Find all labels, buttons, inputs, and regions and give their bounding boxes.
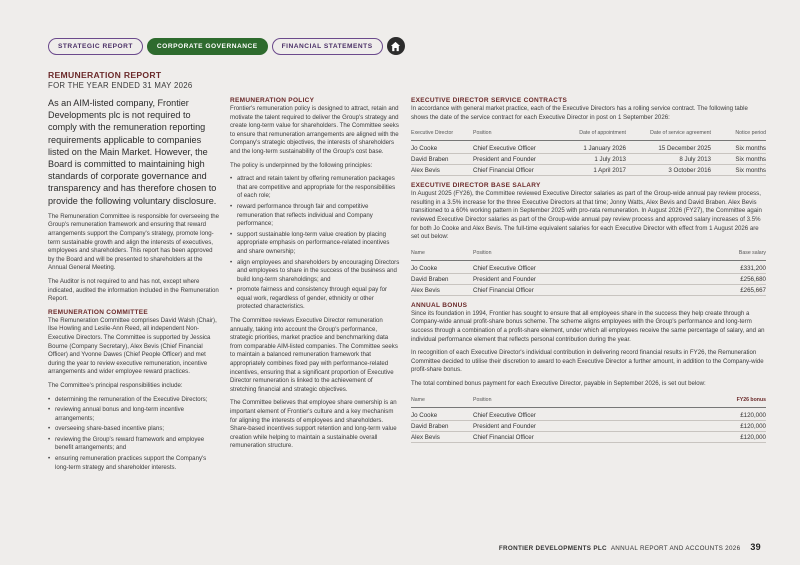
table-cell: Chief Executive Officer [473, 260, 678, 273]
home-icon [390, 41, 401, 52]
table-cell: David Braben [411, 154, 473, 165]
committee-members-paragraph: The Remuneration Committee comprises David Walsh (Chair), Ilse Howling and Leslie-Ann Reed, all independent Non-Executive Directors. The Committee is supported by Jessica Bourne (Company Secretary), Alex Bevis (Chief Financial Officer) and Yvonne Dawes (Chief People Officer) and met during the year to review executive remuneration, incentive arrangements and wider employee reward practices. [48, 316, 217, 376]
column-header: Position [473, 394, 673, 408]
table-cell: Alex Bevis [411, 165, 473, 176]
nav-corporate-governance[interactable]: CORPORATE GOVERNANCE [147, 38, 268, 55]
page-title: REMUNERATION REPORT [48, 70, 162, 80]
contracts-intro: In accordance with general market practice, each of the Executive Directors has a rolling service contract. The following table shows the date of the service contract for each Executive Director in post on 1 September 2026: [411, 105, 748, 121]
table-cell: Jo Cooke [411, 141, 473, 154]
table-cell: David Braben [411, 420, 473, 431]
page-footer [499, 542, 761, 552]
table-cell: £120,000 [673, 407, 766, 420]
lead-paragraph: As an AIM-listed company, Frontier Developments plc is not required to comply with the remuneration reporting requirements applicable to companies listed on the Main Market. However, the Board is committed to maintaining high standards of corporate governance and transparency and has therefore chosen to provide the following voluntary disclosure. [48, 98, 217, 206]
table-cell: David Braben [411, 273, 473, 284]
footer-company: FRONTIER DEVELOPMENTS PLC [498, 545, 607, 552]
table-cell: President and Founder [473, 420, 673, 431]
table-cell: £331,200 [678, 260, 766, 273]
bonus-discretion-paragraph: In recognition of each Executive Director's individual contribution in delivering record financial results in FY26, the Remuneration Committee decided to utilise their discretion to award to each Executive Director a further amount, in addition to the Company-wide profit-share bonus. [411, 349, 764, 374]
list-item: • support sustainable long-term value creation by placing appropriate emphasis on performance-related incentives and share ownership; [230, 231, 400, 257]
section-nav [48, 37, 405, 55]
table-cell: 15 December 2025 [626, 141, 711, 154]
table-row [411, 260, 766, 273]
table-cell: £256,680 [678, 273, 766, 284]
column-header: FY26 bonus [673, 394, 766, 408]
table-cell: Chief Executive Officer [473, 141, 561, 154]
table-cell: £120,000 [673, 420, 766, 431]
policy-heading: REMUNERATION POLICY [230, 97, 315, 104]
list-item: • promote fairness and consistency through equal pay for equal work, regardless of gender, ethnicity or other protected characteristics. [230, 286, 400, 312]
auditor-paragraph: The Auditor is not required to and has not, except where indicated, audited the information included in the Remuneration Report. [48, 277, 219, 303]
principles-list [230, 175, 400, 312]
table-row [411, 165, 766, 176]
table-cell: Alex Bevis [411, 284, 473, 295]
table-cell: 1 January 2026 [561, 141, 626, 154]
responsibilities-intro: The Committee's principal responsibilities include: [48, 381, 183, 389]
salary-intro: In August 2025 (FY26), the Committee reviewed Executive Director salaries as part of the Group-wide annual pay review process, resulting in a 3.5% increase for the three Executive Directors at that time; Jonny Watts, Alex Bevis and David Braben. Alex Bevis transitioned to a 60% working pattern in September 2025 with pro-rata remuneration. In August 2026 (FY27), the Committee again reviewed Executive Director salaries as part of the Group-wide annual pay review process and approved salary increases of 3.5% for both Jo Cooke and Alex Bevis. The full-time equivalent salaries for each Executive Director with effect from 1 August 2026 are set out below: [411, 190, 762, 241]
table-cell: Chief Executive Officer [473, 407, 673, 420]
column-header: Name [411, 394, 473, 408]
responsibilities-list [48, 396, 220, 473]
committee-heading: REMUNERATION COMMITTEE [48, 308, 149, 316]
table-cell: 1 July 2013 [561, 154, 626, 165]
table-row [411, 154, 766, 165]
bonus-total-paragraph: The total combined bonus payment for each Executive Director, payable in September 2026, is set out below: [411, 379, 706, 387]
table-cell: 1 April 2017 [561, 165, 626, 176]
nav-financial-statements[interactable]: FINANCIAL STATEMENTS [272, 38, 383, 55]
table-cell: Six months [711, 154, 766, 165]
table-cell: 8 July 2013 [626, 154, 711, 165]
bonus-heading: ANNUAL BONUS [411, 301, 468, 309]
annual-review-paragraph: The Committee reviews Executive Director remuneration annually, taking into account the Group's performance, strategic priorities, market practice and benchmarking data from comparable AIM-listed companies. The Committee seeks to maintain a balanced remuneration framework that appropriately combines fixed pay with performance-related incentives, ensuring that a significant proportion of Executive Director remuneration is linked to the achievement of stretching financial and strategic objectives. [230, 317, 398, 393]
table-row [411, 284, 766, 295]
footer-document: ANNUAL REPORT AND ACCOUNTS 2026 [610, 545, 741, 552]
table-cell: Chief Financial Officer [473, 284, 678, 295]
table-cell: 3 October 2016 [626, 165, 711, 176]
table-cell: £265,667 [678, 284, 766, 295]
table-cell: Six months [711, 165, 766, 176]
list-item: • reviewing annual bonus and long-term incentive arrangements; [48, 406, 220, 423]
list-item: • attract and retain talent by offering remuneration packages that are competitive and appropriate for the responsibilities of each role; [230, 175, 400, 201]
list-item: • ensuring remuneration practices support the Company's long-term strategy and shareholder interests. [48, 455, 220, 472]
table-cell: Six months [711, 141, 766, 154]
policy-paragraph: Frontier's remuneration policy is designed to attract, retain and motivate the talent required to deliver the Group's strategy and create long-term value for shareholders. The Committee seeks to ensure that remuneration arrangements are aligned with the Company's strategic objectives, the interests of shareholders and the long-term sustainability of the Group's cost base. [230, 105, 399, 155]
table-cell: President and Founder [473, 273, 678, 284]
column-intro [48, 97, 220, 477]
contracts-table [411, 127, 766, 176]
list-item: • reviewing the Group's reward framework and employee benefit arrangements; and [48, 436, 220, 453]
contracts-heading: EXECUTIVE DIRECTOR SERVICE CONTRACTS [411, 97, 568, 104]
column-policy [230, 97, 400, 456]
salary-table [411, 247, 766, 296]
column-header: Date of appointment [561, 127, 626, 141]
table-cell: £120,000 [673, 431, 766, 442]
bonus-scheme-paragraph: Since its foundation in 1994, Frontier has sought to ensure that all employees share in the success they help create through a Company-wide annual profit-share bonus scheme. The scheme aligns employees with the Group's performance and long-term success through a combination of a profit-share element, under which all employees receive the same percentage of salary, and an individual performance element that reflects personal contribution during the year. [411, 309, 765, 343]
table-cell: Chief Financial Officer [473, 431, 673, 442]
table-cell: President and Founder [473, 154, 561, 165]
page-subtitle: FOR THE YEAR ENDED 31 MAY 2026 [48, 81, 193, 90]
list-item: • reward performance through fair and competitive remuneration that reflects individual and Company performance; [230, 203, 400, 229]
column-header: Notice period [711, 127, 766, 141]
column-header: Date of service agreement [626, 127, 711, 141]
table-row [411, 431, 766, 442]
column-header: Executive Director [411, 127, 473, 141]
list-item: • overseeing share-based incentive plans; [48, 425, 220, 434]
committee-responsibility-paragraph: The Remuneration Committee is responsible for overseeing the Group's remuneration framework and ensuring that reward arrangements support the Company's strategy, promote long-term sustainable growth and align the interests of executives, employees and shareholders. This report has been approved by the Board and will be presented to shareholders at the Annual General Meeting. [48, 212, 220, 272]
column-executive [411, 97, 766, 449]
column-header: Base salary [678, 247, 766, 261]
bonus-table [411, 394, 766, 443]
column-header: Name [411, 247, 473, 261]
table-row [411, 420, 766, 431]
list-item: • determining the remuneration of the Executive Directors; [48, 396, 220, 405]
principles-intro: The policy is underpinned by the following principles: [230, 161, 373, 169]
table-cell: Alex Bevis [411, 431, 473, 442]
table-row [411, 407, 766, 420]
home-button[interactable] [387, 37, 405, 55]
salary-heading: EXECUTIVE DIRECTOR BASE SALARY [411, 182, 541, 190]
column-header: Position [473, 247, 678, 261]
table-cell: Chief Financial Officer [473, 165, 561, 176]
table-cell: Jo Cooke [411, 260, 473, 273]
share-ownership-paragraph: The Committee believes that employee share ownership is an important element of Frontier's culture and a key mechanism for aligning the interests of employees and shareholders. Share-based incentives support retention and long-term value creation while helping to maintain a sustainable overall remuneration structure. [230, 399, 397, 450]
column-header: Position [473, 127, 561, 141]
page-number: 39 [750, 542, 761, 552]
nav-strategic-report[interactable]: STRATEGIC REPORT [48, 38, 143, 55]
table-cell: Jo Cooke [411, 407, 473, 420]
list-item: • align employees and shareholders by encouraging Directors and employees to share in the success of the business and build long-term shareholdings; and [230, 259, 400, 285]
table-row [411, 141, 766, 154]
table-row [411, 273, 766, 284]
